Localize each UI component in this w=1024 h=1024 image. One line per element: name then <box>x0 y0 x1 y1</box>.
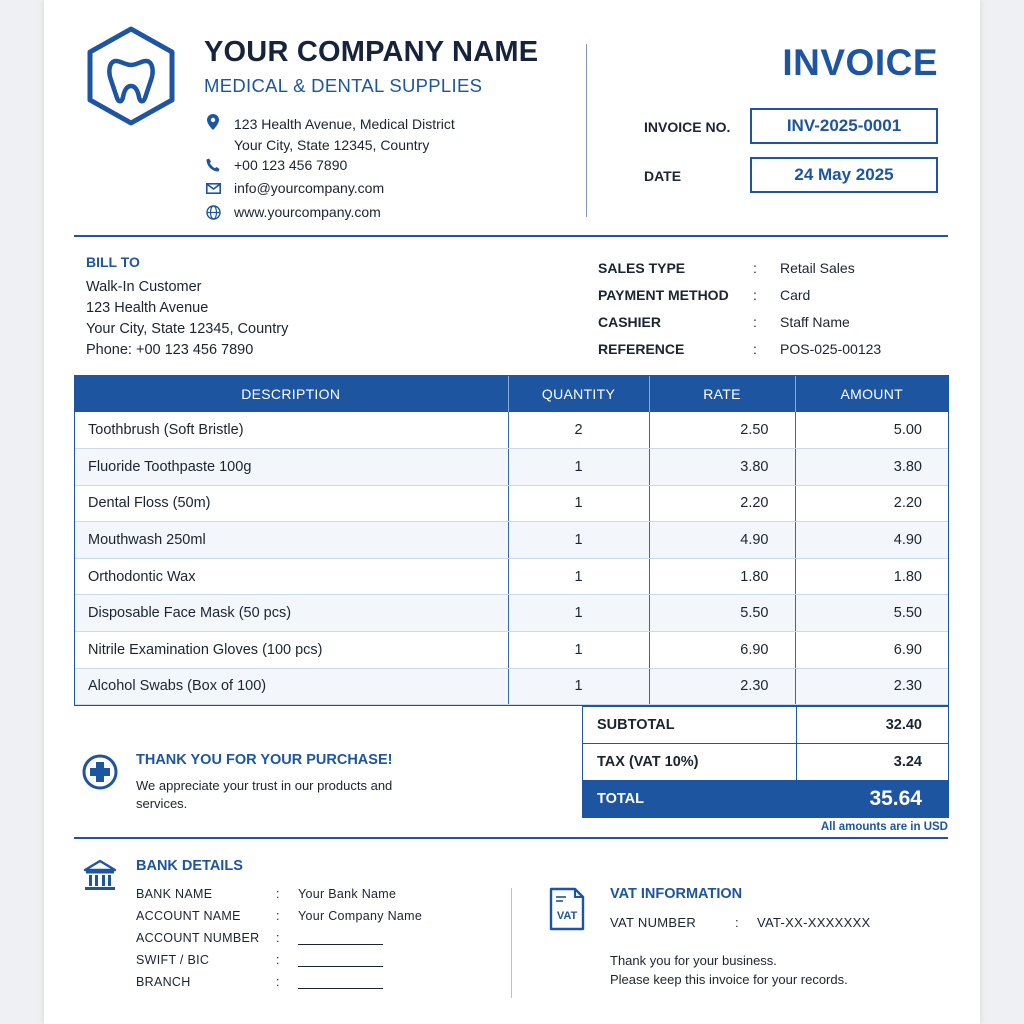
item-rate: 2.50 <box>649 412 795 449</box>
table-row <box>74 595 948 632</box>
invoice-page <box>44 0 980 1024</box>
item-rate: 2.20 <box>649 485 795 522</box>
footer-rule <box>74 837 948 839</box>
sale-info-value: Staff Name <box>780 314 850 330</box>
item-amount: 6.90 <box>795 632 948 669</box>
total-value: 35.64 <box>797 781 949 818</box>
bank-row: BRANCH : <box>136 975 383 989</box>
item-rate: 5.50 <box>649 595 795 632</box>
medical-cross-icon <box>82 754 118 790</box>
subtotal-label: SUBTOTAL <box>583 707 797 744</box>
item-quantity: 1 <box>508 449 649 486</box>
item-description: Mouthwash 250ml <box>74 522 508 559</box>
total-label: TOTAL <box>583 781 797 818</box>
address-line-2: Your City, State 12345, Country <box>234 137 430 153</box>
item-quantity: 1 <box>508 632 649 669</box>
bill-to-address-1: 123 Health Avenue <box>86 300 209 316</box>
bank-details-title: BANK DETAILS <box>136 858 243 874</box>
bank-label: BANK NAME <box>136 887 213 901</box>
header-description: DESCRIPTION <box>74 375 508 412</box>
address-row <box>204 114 455 156</box>
item-rate: 1.80 <box>649 558 795 595</box>
bill-to-title: BILL TO <box>86 254 140 270</box>
item-description: Toothbrush (Soft Bristle) <box>74 412 508 449</box>
vat-number-row: VAT NUMBER : VAT-XX-XXXXXXX <box>610 915 871 930</box>
item-amount: 5.50 <box>795 595 948 632</box>
sale-info-label: CASHIER <box>598 314 662 330</box>
item-quantity: 2 <box>508 412 649 449</box>
item-quantity: 1 <box>508 668 649 705</box>
sale-info-row: PAYMENT METHOD : Card <box>598 287 811 303</box>
bank-row: SWIFT / BIC : <box>136 953 383 967</box>
sale-info-label: REFERENCE <box>598 341 685 357</box>
invoice-date-box: 24 May 2025 <box>750 157 938 193</box>
website-row[interactable] <box>204 204 381 220</box>
table-row <box>74 485 948 522</box>
item-description: Nitrile Examination Gloves (100 pcs) <box>74 632 508 669</box>
vat-title: VAT INFORMATION <box>610 886 743 902</box>
sale-info-label: SALES TYPE <box>598 260 686 276</box>
company-website[interactable]: www.yourcompany.com <box>234 204 381 220</box>
table-row <box>74 412 948 449</box>
item-amount: 4.90 <box>795 522 948 559</box>
item-description: Dental Floss (50m) <box>74 485 508 522</box>
header-amount: AMOUNT <box>795 375 948 412</box>
thanks-text: We appreciate your trust in our products and services. <box>136 778 393 811</box>
header-rate: RATE <box>649 375 795 412</box>
bank-row: ACCOUNT NAME : Your Company Name <box>136 909 423 923</box>
bank-row: ACCOUNT NUMBER : <box>136 931 383 945</box>
invoice-title: INVOICE <box>782 42 938 83</box>
company-name: YOUR COMPANY NAME <box>204 36 539 68</box>
thanks-title: THANK YOU FOR YOUR PURCHASE! <box>136 752 393 768</box>
footer-note-line-2: Please keep this invoice for your records. <box>610 972 848 987</box>
sale-info-value: Retail Sales <box>780 260 855 276</box>
blank-field-line <box>298 953 383 967</box>
items-table <box>74 375 948 705</box>
item-quantity: 1 <box>508 558 649 595</box>
email-row[interactable] <box>204 180 384 196</box>
vat-number-value: VAT-XX-XXXXXXX <box>757 915 871 930</box>
items-header-row <box>74 375 948 412</box>
bank-row: BANK NAME : Your Bank Name <box>136 887 397 901</box>
sale-info-label: PAYMENT METHOD <box>598 287 729 303</box>
sale-info-row: SALES TYPE : Retail Sales <box>598 260 855 276</box>
header-divider <box>586 44 587 217</box>
table-row <box>74 449 948 486</box>
invoice-number-label: INVOICE NO. <box>644 119 731 135</box>
item-description: Alcohol Swabs (Box of 100) <box>74 668 508 705</box>
vat-number-label: VAT NUMBER <box>610 915 697 930</box>
item-description: Orthodontic Wax <box>74 558 508 595</box>
footer-divider <box>511 888 512 998</box>
total-row <box>583 781 949 818</box>
table-row <box>74 522 948 559</box>
bank-label: SWIFT / BIC <box>136 953 210 967</box>
sale-info-row: CASHIER : Staff Name <box>598 314 850 330</box>
item-amount: 2.30 <box>795 668 948 705</box>
vat-document-icon <box>548 886 586 932</box>
footer-note <box>610 951 848 989</box>
table-row <box>74 558 948 595</box>
item-amount: 3.80 <box>795 449 948 486</box>
item-amount: 5.00 <box>795 412 948 449</box>
table-row <box>74 668 948 705</box>
item-rate: 2.30 <box>649 668 795 705</box>
item-description: Fluoride Toothpaste 100g <box>74 449 508 486</box>
bank-value: Your Bank Name <box>298 887 397 901</box>
bank-label: BRANCH <box>136 975 191 989</box>
bill-to-address-2: Your City, State 12345, Country <box>86 321 289 337</box>
tax-value: 3.24 <box>797 744 949 781</box>
item-quantity: 1 <box>508 595 649 632</box>
tax-row <box>583 744 949 781</box>
vat-icon-text: VAT <box>556 910 578 922</box>
totals-table <box>582 706 949 818</box>
subtotal-value: 32.40 <box>797 707 949 744</box>
sale-info-value: Card <box>780 287 811 303</box>
sale-info-row: REFERENCE : POS-025-00123 <box>598 341 882 357</box>
phone-icon <box>204 157 222 173</box>
address-line-1: 123 Health Avenue, Medical District <box>234 116 455 132</box>
phone-row <box>204 157 347 173</box>
item-amount: 1.80 <box>795 558 948 595</box>
header-rule <box>74 235 948 237</box>
item-rate: 3.80 <box>649 449 795 486</box>
item-description: Disposable Face Mask (50 pcs) <box>74 595 508 632</box>
bank-label: ACCOUNT NUMBER <box>136 931 260 945</box>
header-quantity: QUANTITY <box>508 375 649 412</box>
table-row <box>74 632 948 669</box>
subtotal-row <box>583 707 949 744</box>
location-pin-icon <box>204 114 222 130</box>
bank-label: ACCOUNT NAME <box>136 909 241 923</box>
item-rate: 6.90 <box>649 632 795 669</box>
bank-value: Your Company Name <box>298 909 423 923</box>
bill-to-name: Walk-In Customer <box>86 279 202 295</box>
company-email[interactable]: info@yourcompany.com <box>234 180 385 196</box>
bill-to-phone: Phone: +00 123 456 7890 <box>86 342 254 358</box>
bank-icon <box>82 858 118 894</box>
item-amount: 2.20 <box>795 485 948 522</box>
tooth-logo-icon <box>84 26 178 126</box>
globe-icon <box>204 204 222 220</box>
sale-info-value: POS-025-00123 <box>780 341 882 357</box>
company-phone: +00 123 456 7890 <box>234 157 348 173</box>
item-quantity: 1 <box>508 522 649 559</box>
blank-field-line <box>298 931 383 945</box>
invoice-date-label: DATE <box>644 168 682 184</box>
currency-note: All amounts are in USD <box>820 821 948 833</box>
tax-label: TAX (VAT 10%) <box>583 744 797 781</box>
company-tagline: MEDICAL & DENTAL SUPPLIES <box>204 75 483 96</box>
item-rate: 4.90 <box>649 522 795 559</box>
invoice-number-box: INV-2025-0001 <box>750 108 938 144</box>
mail-icon <box>204 180 222 196</box>
item-quantity: 1 <box>508 485 649 522</box>
blank-field-line <box>298 975 383 989</box>
footer-note-line-1: Thank you for your business. <box>610 953 777 968</box>
